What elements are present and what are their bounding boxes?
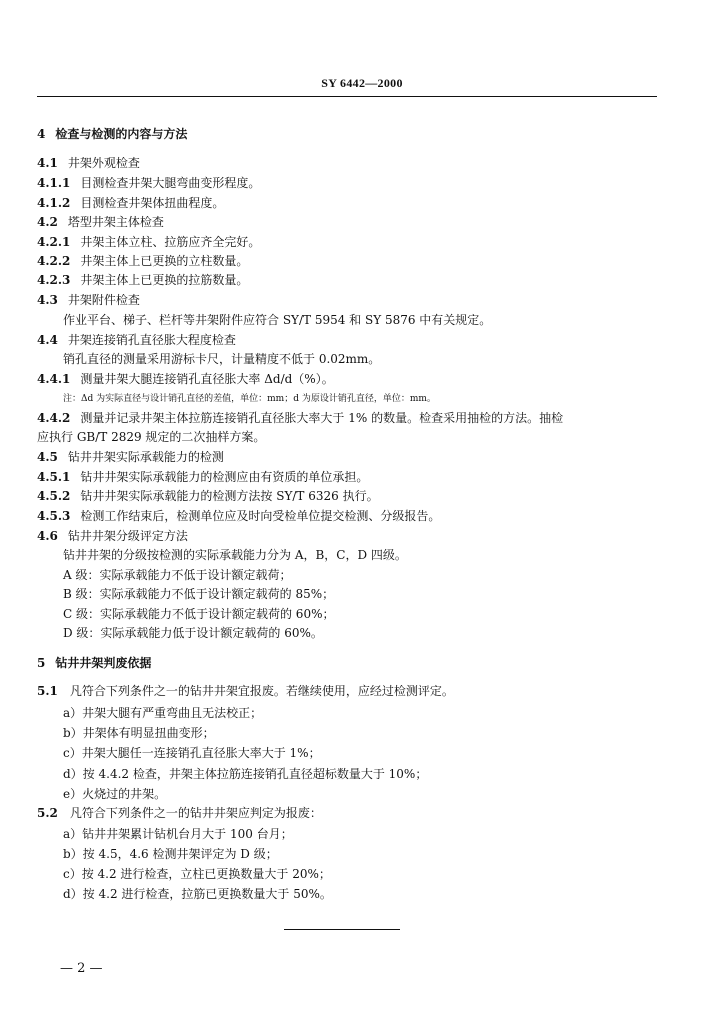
- grade-a: A 级：实际承载能力不低于设计额定载荷；: [63, 568, 292, 582]
- clause-4-2: 4.2 塔型井架主体检查: [37, 215, 164, 229]
- clause-5-1-d: d）按 4.4.2 检查，井架主体拉筋连接销孔直径超标数量大于 10%；: [63, 767, 428, 781]
- clause-5-2-a: a）钻井井架累计钻机台月大于 100 台月；: [63, 827, 293, 841]
- clause-5-1-e: e）火烧过的井架。: [63, 787, 167, 801]
- clause-5-1-c: c）井架大腿任一连接销孔直径胀大率大于 1%；: [63, 746, 321, 760]
- clause-5-2-d: d）按 4.2 进行检查，拉筋已更换数量大于 50%。: [63, 887, 332, 901]
- clause-4-2-1: 4.2.1 井架主体立柱、拉筋应齐全完好。: [37, 235, 261, 249]
- header-rule: [37, 96, 657, 97]
- section-5-heading: 5 钻井井架判废依据: [37, 656, 152, 670]
- clause-4-5: 4.5 钻井井架实际承载能力的检测: [37, 450, 224, 464]
- section-4-heading: 4 检查与检测的内容与方法: [37, 127, 188, 141]
- grade-c: C 级：实际承载能力不低于设计额定载荷的 60%；: [63, 607, 335, 621]
- clause-4-4: 4.4 井架连接销孔直径胀大程度检查: [37, 333, 236, 347]
- clause-4-2-3: 4.2.3 井架主体上已更换的拉筋数量。: [37, 273, 249, 287]
- clause-4-4-2-cont: 应执行 GB/T 2829 规定的二次抽样方案。: [37, 430, 266, 444]
- clause-4-5-2: 4.5.2 钻井井架实际承载能力的检测方法按 SY/T 6326 执行。: [37, 489, 379, 503]
- clause-5-2: 5.2 凡符合下列条件之一的钻井井架应判定为报废：: [37, 806, 322, 820]
- clause-4-4-1: 4.4.1 测量井架大腿连接销孔直径胀大率 Δd/d（%）。: [37, 372, 334, 386]
- clause-5-1-b: b）井架体有明显扭曲变形；: [63, 726, 215, 740]
- clause-4-4-1-note: 注：Δd 为实际直径与设计销孔直径的差值，单位：mm；d 为原设计销孔直径，单位：mm。: [63, 394, 436, 404]
- clause-4-4-2: 4.4.2 测量并记录井架主体拉筋连接销孔直径胀大率大于 1% 的数量。检查采用抽检的方法。抽检: [37, 411, 564, 425]
- clause-4-1-2: 4.1.2 目测检查井架体扭曲程度。: [37, 196, 225, 210]
- page-number: — 2 —: [60, 961, 103, 976]
- clause-4-4-body: 销孔直径的测量采用游标卡尺，计量精度不低于 0.02mm。: [63, 352, 381, 366]
- grade-b: B 级：实际承载能力不低于设计额定载荷的 85%；: [63, 587, 335, 601]
- grade-d: D 级：实际承载能力低于设计额定载荷的 60%。: [63, 626, 323, 640]
- clause-4-1-1: 4.1.1 目测检查井架大腿弯曲变形程度。: [37, 176, 261, 190]
- standard-code-header: SY 6442—2000: [321, 76, 403, 90]
- clause-4-3-body: 作业平台、梯子、栏杆等井架附件应符合 SY/T 5954 和 SY 5876 中有关规定。: [63, 313, 492, 327]
- clause-5-2-c: c）按 4.2 进行检查，立柱已更换数量大于 20%；: [63, 867, 331, 881]
- clause-5-1: 5.1 凡符合下列条件之一的钻井井架宜报废。若继续使用，应经过检测评定。: [37, 684, 454, 698]
- clause-4-5-3: 4.5.3 检测工作结束后，检测单位应及时向受检单位提交检测、分级报告。: [37, 509, 441, 523]
- clause-4-5-1: 4.5.1 钻井井架实际承载能力的检测应由有资质的单位承担。: [37, 470, 369, 484]
- clause-5-1-a: a）井架大腿有严重弯曲且无法校正；: [63, 706, 263, 720]
- clause-4-6: 4.6 钻井井架分级评定方法: [37, 529, 188, 543]
- clause-4-3: 4.3 井架附件检查: [37, 293, 140, 307]
- clause-4-2-2: 4.2.2 井架主体上已更换的立柱数量。: [37, 254, 249, 268]
- clause-4-1: 4.1 井架外观检查: [37, 156, 140, 170]
- clause-5-2-b: b）按 4.5，4.6 检测井架评定为 D 级；: [63, 847, 278, 861]
- clause-4-6-body: 钻井井架的分级按检测的实际承载能力分为 A，B，C，D 四级。: [63, 548, 407, 562]
- end-rule: [284, 929, 400, 930]
